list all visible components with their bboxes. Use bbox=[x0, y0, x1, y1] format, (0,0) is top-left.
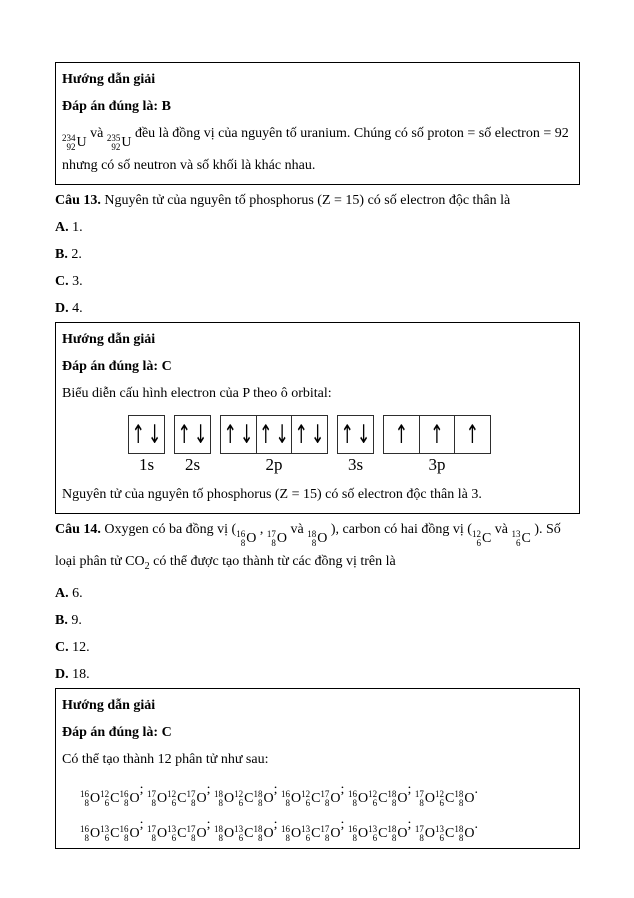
isotope-notation: 12 6 C bbox=[435, 788, 455, 808]
isotope-notation: 18 8 O bbox=[213, 788, 235, 808]
down-arrow-icon: ↓ bbox=[148, 418, 162, 449]
orbital-cell bbox=[256, 415, 293, 454]
orbital-cell bbox=[383, 415, 420, 454]
isotope-notation: 235 92 U bbox=[106, 133, 132, 152]
question-14-option-b: B. 9. bbox=[55, 612, 82, 628]
isotope-notation: 17 8 O bbox=[320, 823, 341, 843]
up-arrow-icon: ↑ bbox=[465, 418, 480, 449]
isotope-notation: 16 8 O bbox=[80, 788, 101, 808]
question-13: Câu 13. Nguyên tử của nguyên tố phosphorus (Z = 15) có số electron độc thân là bbox=[55, 193, 511, 208]
orbital-label: 3s bbox=[347, 455, 364, 474]
isotope-notation: 16 8 O bbox=[280, 788, 302, 808]
isotope-notation: 17 8 O bbox=[414, 788, 436, 808]
question-13-option-d: D. 4. bbox=[55, 301, 83, 316]
isotope-notation: 16 8 O bbox=[119, 823, 140, 843]
up-arrow-icon: ↑ bbox=[131, 418, 145, 449]
solution-body: 234 92 U và 235 92 U đều là đồng vị của nguyên tố uranium. Chúng có số proton = số electron = 92 nhưng có số neutron và số khối là khác nhau. bbox=[62, 126, 569, 173]
correct-answer-line: Đáp án đúng là: B bbox=[62, 99, 171, 114]
isotope-notation: 13 6 C bbox=[435, 823, 455, 843]
down-arrow-icon: ↓ bbox=[275, 418, 289, 449]
up-arrow-icon: ↑ bbox=[430, 418, 444, 449]
orbital-cell bbox=[128, 415, 165, 454]
isotope-notation: 18 8 O bbox=[307, 529, 328, 548]
solution-intro: Biểu diễn cấu hình electron của P theo ô orbital: bbox=[62, 386, 332, 401]
solution-box-q14 bbox=[55, 688, 580, 849]
down-arrow-icon: ↓ bbox=[240, 418, 254, 449]
isotope-notation: 16 8 O bbox=[347, 823, 369, 843]
isotope-notation: 13 6 C bbox=[100, 823, 120, 843]
isotope-notation: 17 8 O bbox=[146, 823, 168, 843]
solution-title: Hướng dẫn giải bbox=[62, 72, 156, 87]
isotope-notation: 17 8 O bbox=[266, 529, 287, 548]
isotope-notation: 13 6 C bbox=[511, 529, 531, 548]
isotope-notation: 17 8 O bbox=[186, 788, 207, 808]
solution-conclusion: Nguyên tử của nguyên tố phosphorus (Z = 15) có số electron độc thân là 3. bbox=[62, 487, 482, 502]
isotope-notation: 17 8 O bbox=[414, 823, 436, 843]
isotope-notation: 16 8 O bbox=[236, 529, 257, 548]
isotope-notation: 18 8 O bbox=[454, 823, 475, 843]
isotope-notation: 17 8 O bbox=[320, 788, 341, 808]
orbital-diagram bbox=[128, 415, 573, 475]
molecule-list-c12: 16 8 O 12 6 C 16 8 O ; 17 8 O 12 6 C 17 8 O ; 18 8 O 12 6 C 18 8 O ; 16 8 O 12 6 C 17 8 O ; 16 8 O 12 6 C 18 8 O ; 17 8 O 12 6 C 18 8 O . bbox=[80, 781, 479, 808]
up-arrow-icon: ↑ bbox=[340, 418, 354, 449]
isotope-notation: 13 6 C bbox=[368, 823, 388, 843]
question-13-option-a: A. 1. bbox=[55, 220, 83, 235]
orbital-cell bbox=[454, 415, 491, 454]
orbital-cell bbox=[174, 415, 211, 454]
isotope-notation: 16 8 O bbox=[280, 823, 302, 843]
isotope-notation: 16 8 O bbox=[119, 788, 140, 808]
orbital-label: 2s bbox=[184, 455, 201, 474]
question-14-option-a: A. 6. bbox=[55, 585, 83, 601]
question-14: Câu 14. Oxygen có ba đồng vị ( 16 8 O , 17 8 O và 18 8 O ), carbon có hai đồng vị ( 12 6 C và 13 6 C ). Số loại phân tử $CO_2$ có thể được tạo thành từ các đồng vị trên là bbox=[55, 522, 561, 572]
isotope-notation: 12 6 C bbox=[100, 788, 120, 808]
solution-box-q13 bbox=[55, 322, 580, 514]
up-arrow-icon: ↑ bbox=[259, 418, 273, 449]
up-arrow-icon: ↑ bbox=[394, 418, 409, 449]
up-arrow-icon: ↑ bbox=[177, 418, 191, 449]
isotope-notation: 12 6 C bbox=[234, 788, 254, 808]
isotope-notation: 13 6 C bbox=[234, 823, 254, 843]
isotope-notation: 18 8 O bbox=[454, 788, 475, 808]
question-13-option-b: B. 2. bbox=[55, 247, 82, 262]
isotope-notation: 18 8 O bbox=[387, 823, 408, 843]
isotope-notation: 13 6 C bbox=[301, 823, 321, 843]
isotope-notation: 17 8 O bbox=[186, 823, 207, 843]
up-arrow-icon: ↑ bbox=[294, 418, 308, 449]
isotope-notation: 18 8 O bbox=[387, 788, 408, 808]
isotope-notation: 18 8 O bbox=[253, 823, 274, 843]
isotope-notation: 16 8 O bbox=[347, 788, 369, 808]
solution-box-q12 bbox=[55, 62, 580, 185]
correct-answer-line: Đáp án đúng là: C bbox=[62, 724, 172, 740]
isotope-notation: 18 8 O bbox=[253, 788, 274, 808]
question-13-option-c: C. 3. bbox=[55, 274, 83, 289]
isotope-notation: 12 6 C bbox=[471, 529, 492, 548]
isotope-notation: 18 8 O bbox=[213, 823, 235, 843]
orbital-group-2s bbox=[174, 415, 211, 475]
orbital-label: 2p bbox=[265, 455, 283, 474]
isotope-notation: 17 8 O bbox=[146, 788, 168, 808]
solution-intro: Có thể tạo thành 12 phân tử như sau: bbox=[62, 751, 269, 767]
down-arrow-icon: ↓ bbox=[311, 418, 325, 449]
orbital-group-2p bbox=[220, 415, 328, 475]
isotope-notation: 12 6 C bbox=[301, 788, 321, 808]
isotope-notation: 12 6 C bbox=[368, 788, 388, 808]
isotope-notation: 16 8 O bbox=[80, 823, 101, 843]
solution-title: Hướng dẫn giải bbox=[62, 332, 156, 347]
orbital-cell bbox=[419, 415, 456, 454]
orbital-label: 3p bbox=[428, 455, 446, 474]
molecule-list-c13: 16 8 O 13 6 C 16 8 O ; 17 8 O 13 6 C 17 8 O ; 18 8 O 13 6 C 18 8 O ; 16 8 O 13 6 C 17 8 O ; 16 8 O 13 6 C 18 8 O ; 17 8 O 13 6 C 18 8 O . bbox=[80, 816, 479, 843]
down-arrow-icon: ↓ bbox=[194, 418, 208, 449]
orbital-group-1s bbox=[128, 415, 165, 475]
orbital-cell bbox=[291, 415, 328, 454]
isotope-notation: 12 6 C bbox=[167, 788, 187, 808]
up-arrow-icon: ↑ bbox=[223, 418, 237, 449]
solution-title: Hướng dẫn giải bbox=[62, 697, 156, 713]
orbital-group-3p bbox=[383, 415, 491, 475]
isotope-notation: 13 6 C bbox=[167, 823, 187, 843]
question-14-option-d: D. 18. bbox=[55, 666, 90, 682]
orbital-cell bbox=[220, 415, 257, 454]
correct-answer-line: Đáp án đúng là: C bbox=[62, 359, 172, 374]
down-arrow-icon: ↓ bbox=[357, 418, 371, 449]
orbital-group-3s bbox=[337, 415, 374, 475]
question-14-option-c: C. 12. bbox=[55, 639, 90, 655]
isotope-notation: 234 92 U bbox=[62, 133, 87, 152]
orbital-label: 1s bbox=[138, 455, 155, 474]
orbital-cell bbox=[337, 415, 374, 454]
